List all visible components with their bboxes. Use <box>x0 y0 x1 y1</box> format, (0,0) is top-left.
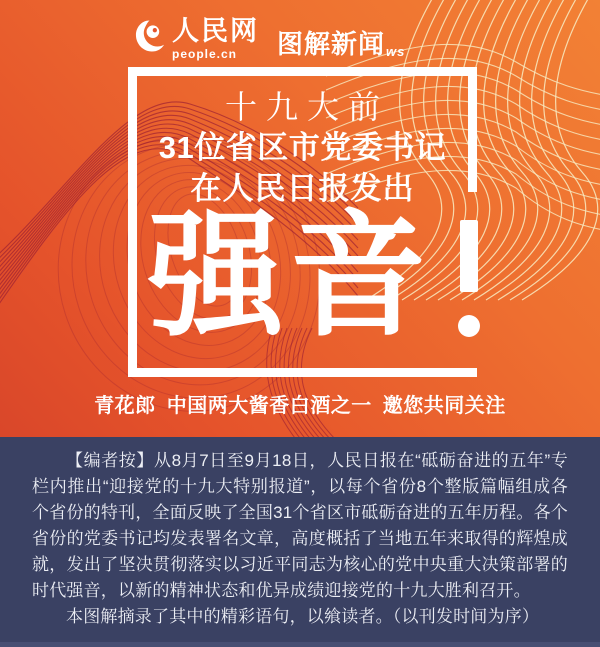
headline-frame-bottom <box>128 368 477 377</box>
headline-kicker: 十九大前 <box>224 89 389 125</box>
header <box>134 18 405 61</box>
headline-line1: 31位省区市党委书记 <box>158 130 447 165</box>
people-cn-logo[interactable] <box>134 18 259 60</box>
exclamation-bar-shape <box>460 220 478 292</box>
site-name: 人民网 <box>172 16 259 46</box>
headline-line2: 在人民日报发出 <box>190 171 415 206</box>
graphic-news-logo-text: 图解新闻 <box>277 29 386 59</box>
editor-note-paragraph-1: 【编者按】从8月7日至9月18日，人民日报在“砥砺奋进的五年”专栏内推出“迎接党的十九大特别报道”，以每个省份8个整版篇幅组成各个省份的特刊，全面反映了全国31个省区市砥砺奋进的五年历程。各个省份的党委书记均发表署名文章，高度概括了当地五年来取得的辉煌成就，发出了坚决贯彻落实以习近平同志为核心的党中央重大决策部署的时代强音，以新的精神状态和优异成绩迎接党的十九大胜利召开。 <box>32 451 568 600</box>
site-domain: people.cn <box>172 47 238 61</box>
graphic-news-logo-suffix: ws <box>386 44 406 59</box>
sponsor-line: 青花郎 中国两大酱香白酒之一 邀您共同关注 <box>94 395 506 417</box>
editor-note-panel <box>0 437 600 647</box>
headline-frame-top <box>128 67 477 76</box>
people-cn-swirl-icon <box>134 18 165 59</box>
bottom-divider-strip <box>0 642 600 647</box>
exclamation-text <box>0 0 1 1</box>
editor-note-paragraph-2: 本图解摘录了其中的精彩语句，以飨读者。（以刊发时间为序） <box>66 607 540 626</box>
exclamation-dot-shape <box>458 315 480 337</box>
graphic-news-logo[interactable] <box>277 24 405 61</box>
headline-big-word: 强音 <box>148 200 432 352</box>
